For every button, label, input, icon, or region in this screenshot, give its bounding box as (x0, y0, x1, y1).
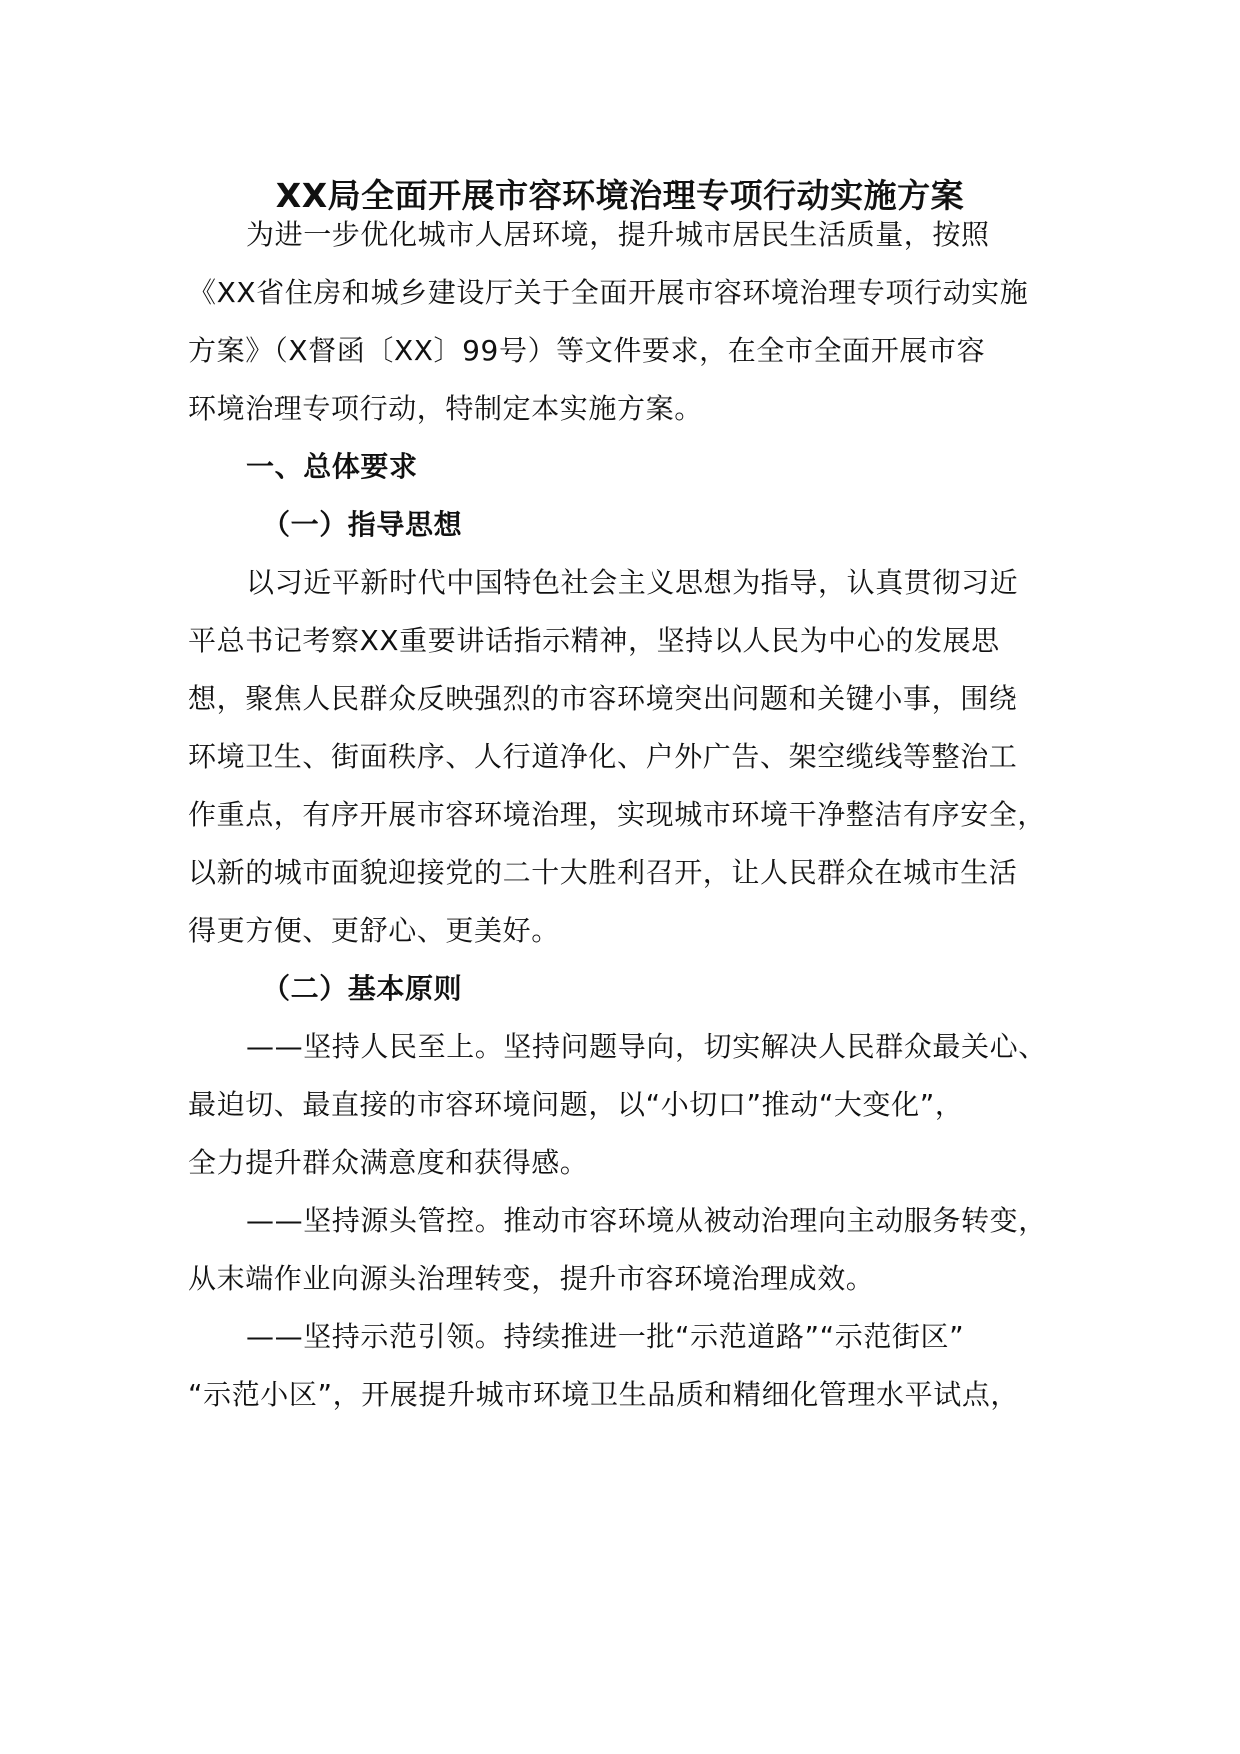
principle-source-line: 从末端作业向源头治理转变，提升市容环境治理成效。 (188, 1262, 875, 1295)
guiding-line: 得更方便、更舒心、更美好。 (188, 914, 560, 947)
document-title: XX局全面开展市容环境治理专项行动实施方案 (275, 176, 965, 215)
guiding-line: 想，聚焦人民群众反映强烈的市容环境突出问题和关键小事，围绕 (188, 682, 1018, 715)
principle-people-line: ——坚持人民至上。坚持问题导向，切实解决人民群众最关心、 (246, 1030, 1047, 1063)
intro-line: 《XX省住房和城乡建设厅关于全面开展市容环境治理专项行动实施 (188, 276, 1029, 309)
subsection-heading-guiding-thought: （一）指导思想 (262, 508, 463, 541)
guiding-line: 以新的城市面貌迎接党的二十大胜利召开，让人民群众在城市生活 (188, 856, 1018, 889)
principle-people-line: 全力提升群众满意度和获得感。 (188, 1146, 589, 1179)
intro-line: 为进一步优化城市人居环境，提升城市居民生活质量，按照 (246, 218, 990, 251)
intro-line: 环境治理专项行动，特制定本实施方案。 (188, 392, 703, 425)
section-heading-overall-requirements: 一、总体要求 (246, 450, 418, 483)
principle-demonstration-line: ——坚持示范引领。持续推进一批“示范道路”“示范街区” (246, 1320, 965, 1353)
guiding-line: 环境卫生、街面秩序、人行道净化、户外广告、架空缆线等整治工 (188, 740, 1018, 773)
guiding-line: 平总书记考察XX重要讲话指示精神，坚持以人民为中心的发展思 (188, 624, 1000, 657)
guiding-line: 以习近平新时代中国特色社会主义思想为指导，认真贯彻习近 (246, 566, 1019, 599)
principle-people-line: 最迫切、最直接的市容环境问题，以“小切口”推动“大变化”， (188, 1088, 964, 1121)
guiding-line: 作重点，有序开展市容环境治理，实现城市环境干净整洁有序安全， (188, 798, 1047, 831)
subsection-heading-basic-principles: （二）基本原则 (262, 972, 463, 1005)
principle-source-line: ——坚持源头管控。推动市容环境从被动治理向主动服务转变， (246, 1204, 1047, 1237)
principle-demonstration-line: “示范小区”，开展提升城市环境卫生品质和精细化管理水平试点， (188, 1378, 1020, 1411)
intro-line: 方案》（X督函〔XX〕99号）等文件要求，在全市全面开展市容 (188, 334, 986, 367)
